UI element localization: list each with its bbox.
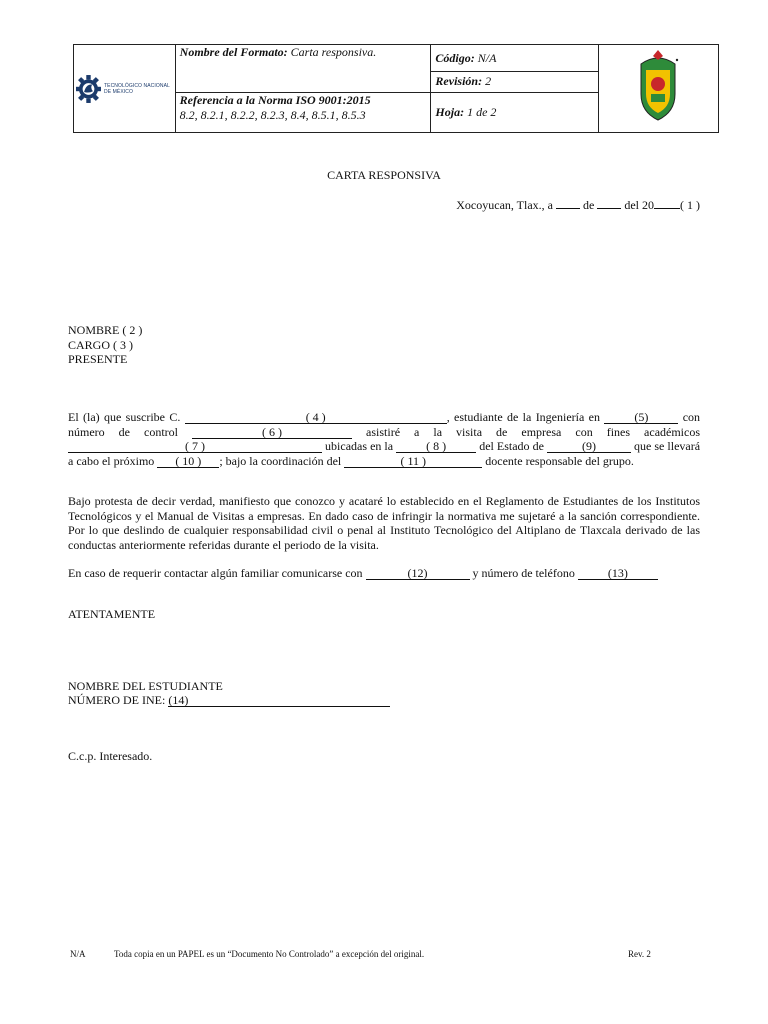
- code-label: Código:: [435, 50, 475, 65]
- relative-blank: [366, 568, 470, 580]
- recipient-block: [68, 323, 142, 367]
- text: asistiré a la visita de empresa con fines académicos: [366, 424, 701, 439]
- phone-blank: [578, 568, 658, 580]
- recipient-position: CARGO ( 3 ): [68, 337, 133, 352]
- control-number-blank: [192, 424, 352, 439]
- sheet-label: Hoja:: [435, 104, 465, 119]
- footer-code: N/A: [70, 949, 86, 959]
- tecnm-logo-text: TECNOLÓGICO NACIONAL DE MÉXICO: [103, 82, 170, 95]
- sheet-value: 1 de 2: [467, 104, 497, 119]
- text: ; bajo la coordinación del: [219, 453, 342, 468]
- declaration-paragraph: Bajo protesta de decir verdad, manifiesto que conozco y acataré lo establecido en el Reglamento de Estudiantes de los Institutos Tecnológicos y el Manual de Visitas a empresas. En dado caso de infringir la normativa me sujetaré a la sanción correspondiente. Por lo que deslindo de cualquier responsabilidad civil o penal al Instituto Tecnológico del Altiplano de Tlaxcala derivado de las conductas anteriormente referidas durante el periodo de la visita.: [68, 494, 700, 552]
- code-value: N/A: [477, 50, 497, 65]
- blank-mark-10: ( 10 ): [175, 453, 202, 468]
- state-blank: [547, 441, 631, 453]
- signature-block: [68, 679, 390, 707]
- recipient-present: PRESENTE: [68, 352, 128, 366]
- institute-seal-icon: [633, 50, 683, 124]
- date-del: del 20: [624, 198, 654, 212]
- location-blank: [396, 441, 476, 453]
- ine-line: [68, 693, 390, 707]
- blank-mark-14: (14): [168, 693, 189, 707]
- format-name-value: Carta responsiva.: [290, 45, 377, 59]
- text: , estudiante de la Ingeniería en: [446, 410, 600, 424]
- blank-mark-6: ( 6 ): [262, 424, 283, 439]
- text: que se llevará a cabo el próximo: [68, 439, 701, 468]
- student-name-label: NOMBRE DEL ESTUDIANTE: [68, 679, 223, 693]
- recipient-name: NOMBRE ( 2 ): [68, 323, 143, 337]
- norm-reference-label: Referencia a la Norma ISO 9001:2015: [179, 92, 371, 107]
- text: El (la) que suscribe C.: [68, 410, 181, 424]
- blank-mark-13: (13): [607, 566, 628, 580]
- gear-icon: [76, 62, 101, 116]
- blank-mark-8: ( 8 ): [426, 439, 447, 453]
- blank-mark-4: ( 4 ): [305, 410, 326, 424]
- engineering-blank: [604, 412, 678, 424]
- format-name-label: Nombre del Formato:: [179, 45, 288, 59]
- year-blank: [654, 197, 680, 209]
- blank-mark-11: ( 11 ): [400, 453, 427, 468]
- date-line: [456, 197, 700, 213]
- sheet-cell: [431, 92, 598, 132]
- institute-seal-cell: [598, 45, 718, 133]
- revision-value: 2: [485, 74, 492, 89]
- company-blank: [68, 441, 322, 453]
- date-mark: ( 1 ): [680, 198, 700, 212]
- text: con número de control: [68, 410, 701, 439]
- blank-mark-12: (12): [407, 566, 428, 580]
- closing: ATENTAMENTE: [68, 607, 156, 621]
- blank-mark-7: ( 7 ): [185, 439, 205, 453]
- day-blank: [556, 197, 580, 209]
- code-cell: [431, 45, 598, 72]
- blank-mark-9: (9): [581, 439, 596, 453]
- visit-date-blank: [157, 453, 219, 468]
- text: del Estado de: [479, 439, 544, 453]
- ine-label: NÚMERO DE INE:: [68, 693, 166, 707]
- contact-line: [68, 566, 658, 581]
- revision-label: Revisión:: [435, 74, 483, 89]
- text: En caso de requerir contactar algún familiar comunicarse con: [68, 566, 363, 580]
- month-blank: [597, 197, 621, 209]
- text: ubicadas en la: [325, 439, 394, 453]
- coordinator-blank: [344, 453, 482, 468]
- footer-notice: Toda copia en un PAPEL es un “Documento No Controlado” a excepción del original.: [114, 949, 425, 959]
- document-title: CARTA RESPONSIVA: [327, 168, 441, 182]
- text: y número de teléfono: [472, 566, 575, 580]
- document-header-table: [73, 44, 719, 133]
- footer-revision: Rev. 2: [628, 949, 651, 959]
- norm-reference-cell: [175, 92, 431, 132]
- commitment-paragraph: [68, 410, 700, 468]
- tecnm-logo: [74, 62, 175, 116]
- norm-reference-value: 8.2, 8.2.1, 8.2.2, 8.2.3, 8.4, 8.5.1, 8.5.3: [179, 107, 366, 122]
- date-prefix: Xocoyucan, Tlax., a: [456, 198, 553, 212]
- blank-mark-5: (5): [634, 410, 649, 424]
- format-name-cell: [175, 45, 431, 93]
- tecnm-logo-cell: [74, 45, 176, 133]
- text: docente responsable del grupo.: [485, 453, 634, 468]
- date-de: de: [583, 198, 595, 212]
- ccp-line: C.c.p. Interesado.: [68, 749, 153, 763]
- ine-blank: [168, 695, 390, 707]
- student-name-blank: [185, 412, 447, 424]
- revision-cell: [431, 72, 598, 92]
